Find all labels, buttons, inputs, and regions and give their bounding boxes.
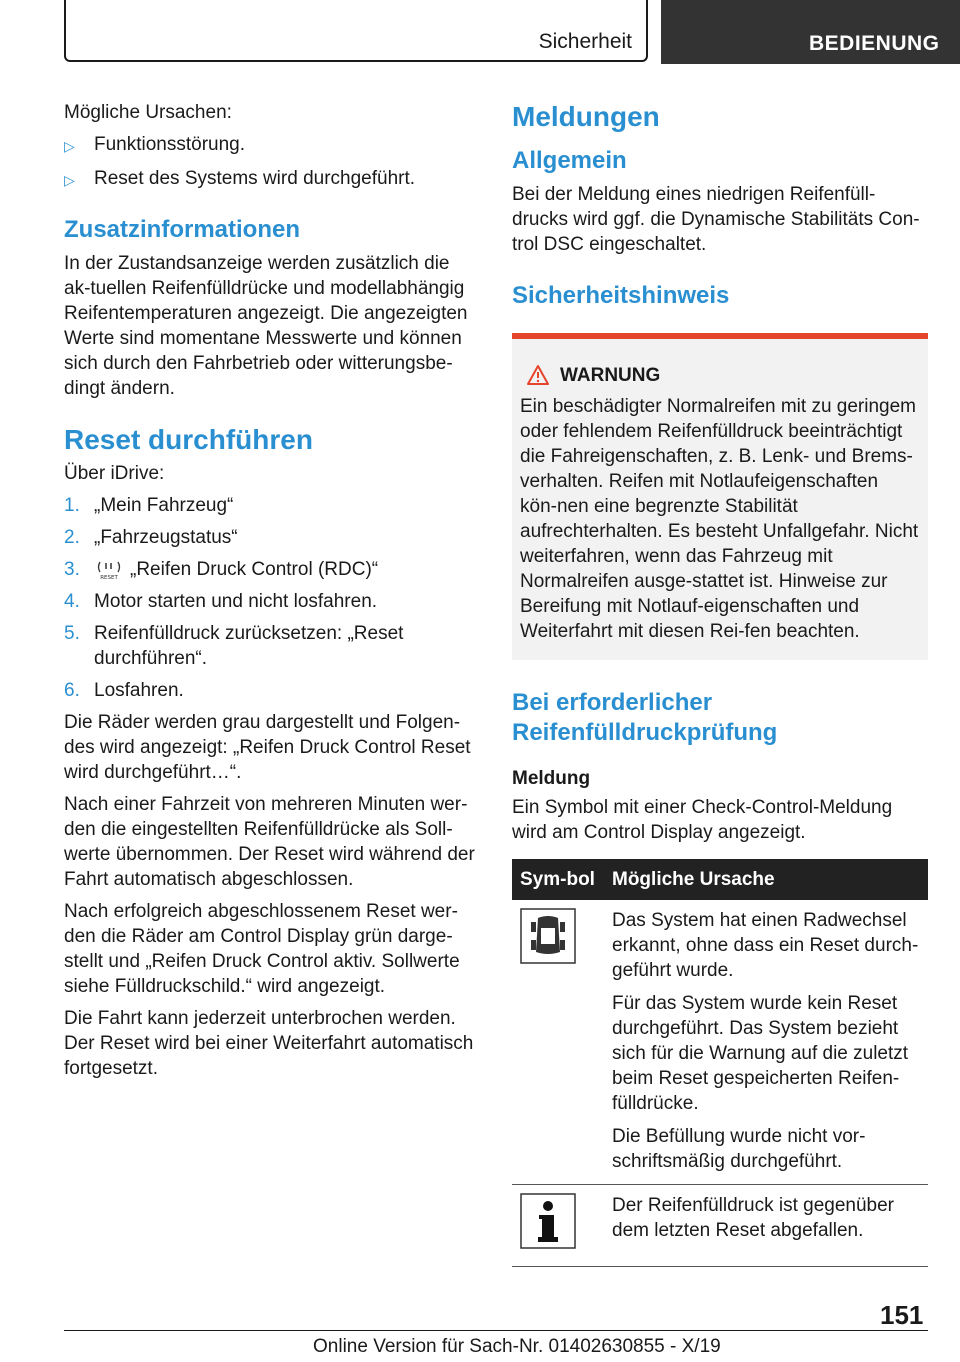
list-item: ▷ Reset des Systems wird durchgeführt. xyxy=(64,166,480,193)
table-cell-symbol xyxy=(512,900,604,1185)
step-1: 1. „Mein Fahrzeug“ xyxy=(64,495,234,516)
warning-title: WARNUNG xyxy=(560,365,661,386)
info-icon xyxy=(520,1193,576,1249)
reset-heading: Reset durchführen xyxy=(64,424,313,455)
triangle-right-icon: ▷ xyxy=(64,172,75,188)
triangle-right-icon: ▷ xyxy=(64,138,75,154)
zusatz-heading: Zusatzinformationen xyxy=(64,216,301,243)
warning-box xyxy=(512,333,928,660)
meldung-label: Meldung xyxy=(512,768,591,789)
warning-text: Ein beschädigter Normalreifen mit zu geringem oder fehlendem Reifenfülldruck beeinträchtigt die Fahreigenschaften, z. B. Lenk- und Brems-verhalten. Reifen mit Notlaufeigenschaften kön-nen eine begrenzte Stabilität aufrechterhalten. Es besteht Unfallgefahr. Nicht weiterfahren, wenn das Fahrzeug mit Normalreifen ausge-stattet ist. Hinweise zur Bereifung mit Notlauf-eigenschaften und Weiterfahrt mit diesen Rei-fen beachten. xyxy=(520,396,919,642)
table-row xyxy=(512,1185,928,1267)
table-header-symbol: Sym-bol xyxy=(512,859,604,900)
paragraph: Die Räder werden grau dargestellt und Folgen-des wird angezeigt: „Reifen Druck Control Reset wird durchgeführt…“. xyxy=(64,712,471,783)
causes-label: Mögliche Ursachen: xyxy=(64,102,232,123)
warning-header xyxy=(520,363,920,388)
paragraph: Die Fahrt kann jederzeit unterbrochen werden. Der Reset wird bei einer Weiterfahrt automatisch fortgesetzt. xyxy=(64,1008,474,1079)
header-chapter-label: BEDIENUNG xyxy=(809,32,940,55)
zusatz-text: In der Zustandsanzeige werden zusätzlich die ak-tuellen Reifenfülldrücke und modellabhängig Reifentemperaturen angezeigt. Die angezeigten Werte sind momentane Messwerte und können sich durch den Fahrbetrieb oder witterungsbe-dingt ändern. xyxy=(64,253,468,399)
header-section-label: Sicherheit xyxy=(538,30,632,53)
table-header-cause: Mögliche Ursache xyxy=(604,859,928,900)
table-cell-cause: Der Reifenfülldruck ist gegenüber dem letzten Reset abgefallen. xyxy=(604,1185,928,1267)
paragraph: Nach erfolgreich abgeschlossenem Reset wer-den die Räder am Control Display grün darge-stellt und „Reifen Druck Control aktiv. Sollwerte siehe Fülldruckschild.“ wird angezeigt. xyxy=(64,901,460,997)
allgemein-text: Bei der Meldung eines niedrigen Reifenfüll-drucks wird ggf. die Dynamische Stabilitäts Con-trol DSC eingeschaltet. xyxy=(512,184,920,255)
left-column xyxy=(64,100,480,1088)
table-cell-symbol xyxy=(512,1185,604,1267)
table-row xyxy=(512,900,928,1185)
sicherheit-heading: Sicherheitshinweis xyxy=(512,282,730,309)
via-label: Über iDrive: xyxy=(64,463,165,484)
step-2: 2. „Fahrzeugstatus“ xyxy=(64,527,238,548)
warning-triangle-icon xyxy=(520,364,560,388)
step-3: 3. RESET „Reifen Druck Control (RDC)“ xyxy=(64,559,379,580)
step-4: 4. Motor starten und nicht losfahren. xyxy=(64,591,378,612)
header-section-tab xyxy=(64,0,648,62)
header-chapter-tab xyxy=(661,0,960,64)
table-cell-cause: Das System hat einen Radwechsel erkannt, ohne dass ein Reset durch-geführt wurde. Für das System wurde kein Reset durchgeführt. Das System bezieht sich für die Warnung auf die zuletzt beim Reset gespeicherten Reifen-fülldrücke. Die Befüllung wurde nicht vor-schriftsmäßig durchgeführt. xyxy=(604,900,928,1185)
footer-divider xyxy=(64,1330,928,1331)
meldungen-heading: Meldungen xyxy=(512,101,660,132)
list-item: ▷ Funktionsstörung. xyxy=(64,132,480,159)
paragraph: Nach einer Fahrzeit von mehreren Minuten wer-den die eingestellten Reifenfülldrücke als Soll-werte übernommen. Der Reset wird während der Fahrt automatisch abgeschlossen. xyxy=(64,794,475,890)
footer-text: Online Version für Sach-Nr. 01402630855 - X/19 xyxy=(313,1336,721,1357)
meldung-text: Ein Symbol mit einer Check-Control-Meldung wird am Control Display angezeigt. xyxy=(512,797,893,843)
rdc-reset-icon xyxy=(94,560,124,580)
svg-text:RESET: RESET xyxy=(100,574,118,580)
step-6: 6. Losfahren. xyxy=(64,680,184,701)
erforderlich-heading: Bei erforderlicher Reifenfülldruckprüfung xyxy=(512,689,778,746)
page-number: 151 xyxy=(880,1300,924,1330)
car-tire-icon xyxy=(520,908,576,964)
step-5: 5. Reifenfülldruck zurücksetzen: „Reset durchführen“. xyxy=(64,623,404,669)
message-table xyxy=(512,859,928,1267)
right-column xyxy=(512,100,928,1267)
allgemein-heading: Allgemein xyxy=(512,147,627,174)
